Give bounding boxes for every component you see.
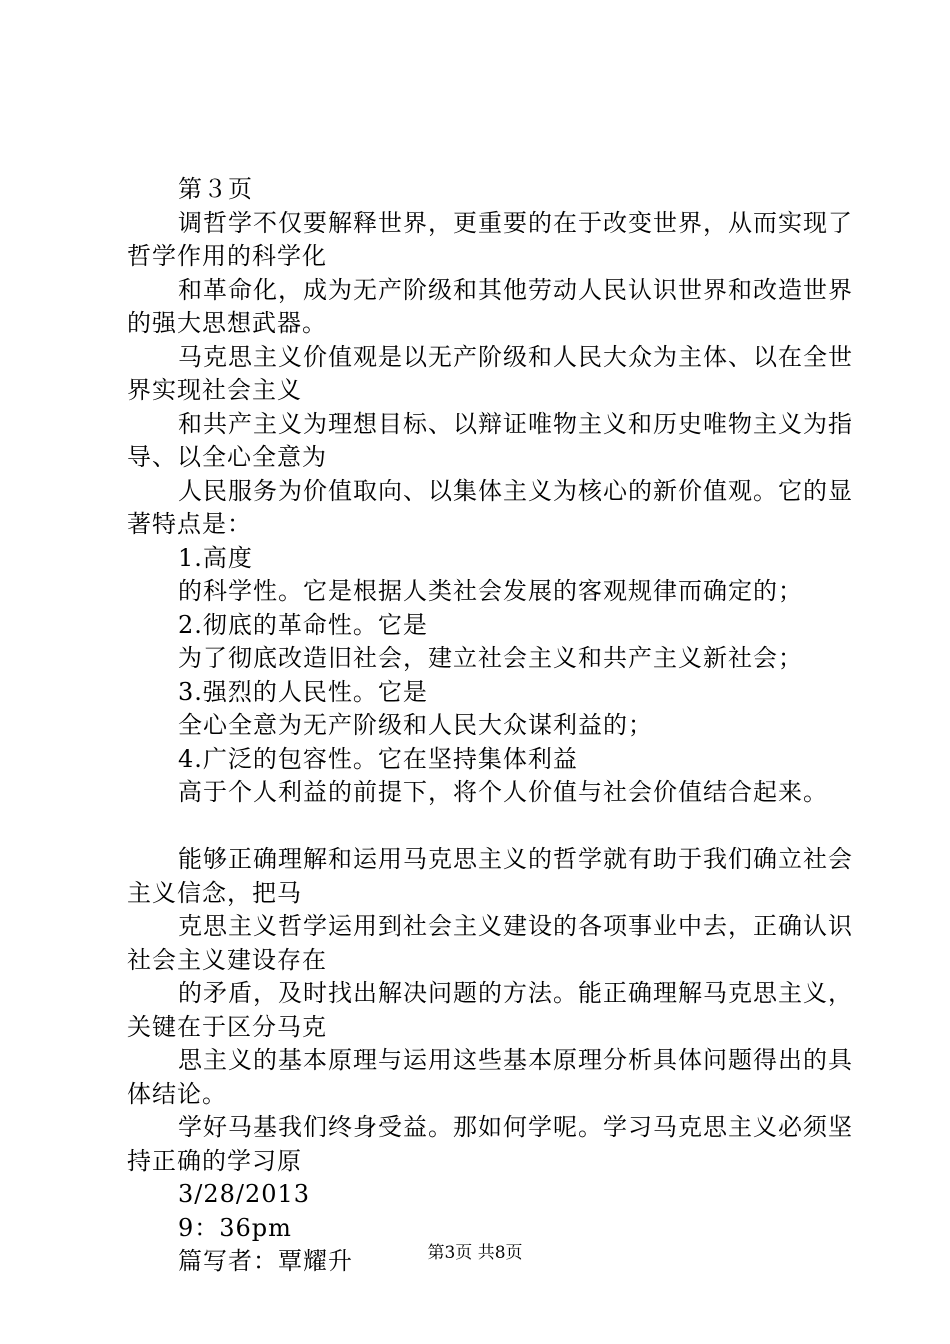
paragraph: 和革命化，成为无产阶级和其他劳动人民认识世界和改造世界的强大思想武器。	[127, 275, 853, 337]
list-item-marker: 2.彻底的革命性。它是	[178, 610, 428, 639]
paragraph: 的矛盾，及时找出解决问题的方法。能正确理解马克思主义，关键在于区分马克	[127, 979, 853, 1041]
list-item-marker: 4.广泛的包容性。它在坚持集体利益	[178, 744, 578, 773]
page-heading: 第３页	[178, 175, 253, 203]
paragraph: 高于个人利益的前提下，将个人价值与社会价值结合起来。	[178, 778, 828, 806]
author: 篇写者：覃耀升	[178, 1247, 353, 1275]
paragraph: 能够正确理解和运用马克思主义的哲学就有助于我们确立社会主义信念，把马	[127, 845, 853, 907]
list-item-marker: 3.强烈的人民性。它是	[178, 677, 428, 706]
list-item-marker: 1.高度	[178, 543, 253, 572]
paragraph: 为了彻底改造旧社会，建立社会主义和共产主义新社会；	[178, 644, 803, 672]
date: 3/28/2013	[178, 1180, 311, 1208]
paragraph: 的科学性。它是根据人类社会发展的客观规律而确定的；	[178, 577, 803, 605]
page-footer: 第3页 共8页	[427, 1243, 523, 1263]
paragraph: 马克思主义价值观是以无产阶级和人民大众为主体、以在全世界实现社会主义	[127, 342, 853, 404]
paragraph: 和共产主义为理想目标、以辩证唯物主义和历史唯物主义为指导、以全心全意为	[127, 409, 853, 471]
blank-line	[127, 810, 867, 844]
paragraph: 调哲学不仅要解释世界，更重要的在于改变世界，从而实现了哲学作用的科学化	[127, 208, 853, 270]
paragraph: 人民服务为价值取向、以集体主义为核心的新价值观。它的显著特点是：	[127, 476, 853, 538]
paragraph: 思主义的基本原理与运用这些基本原理分析具体问题得出的具体结论。	[127, 1046, 853, 1108]
paragraph: 全心全意为无产阶级和人民大众谋利益的；	[178, 711, 653, 739]
paragraph: 学好马基我们终身受益。那如何学呢。学习马克思主义必须坚持正确的学习原	[127, 1113, 853, 1175]
time: 9：36pm	[178, 1213, 292, 1242]
document-body	[127, 173, 867, 1279]
paragraph: 克思主义哲学运用到社会主义建设的各项事业中去，正确认识社会主义建设存在	[127, 912, 853, 974]
